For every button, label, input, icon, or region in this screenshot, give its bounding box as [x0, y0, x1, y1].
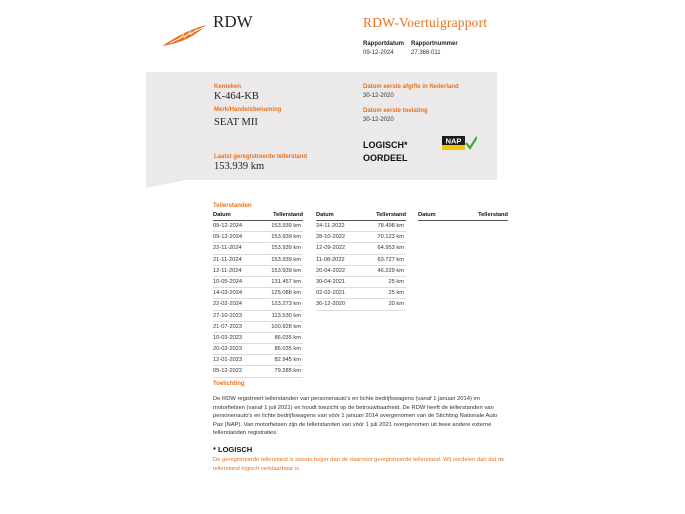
- plate-value: K-464-KB: [214, 91, 259, 102]
- row-date: 20-02-2023: [213, 346, 243, 353]
- tellerstanden-column-3: [418, 212, 508, 221]
- row-date: 09-12-2024: [213, 223, 243, 229]
- tellerstanden-column-2: [316, 212, 406, 311]
- row-date: 30-12-2020: [316, 301, 346, 308]
- rdw-logo: [160, 22, 210, 48]
- table-row: [213, 255, 303, 266]
- row-mileage: 86.035 km: [274, 334, 301, 341]
- column-header: [418, 212, 508, 221]
- verdict: [363, 139, 408, 165]
- row-mileage: 78.498 km: [377, 223, 404, 229]
- date-header: Datum: [213, 212, 231, 218]
- mileage-label: Laatst geregistreerde tellerstand: [214, 154, 308, 160]
- row-date: 22-02-2024: [213, 301, 243, 308]
- rdw-feather-logo-icon: [160, 22, 210, 48]
- row-mileage: 131.457 km: [271, 278, 301, 285]
- row-mileage: 123.273 km: [271, 301, 301, 308]
- value-header: Tellerstand: [273, 212, 303, 218]
- table-row: [213, 221, 303, 232]
- row-date: 14-03-2024: [213, 290, 243, 297]
- table-row: [316, 299, 406, 310]
- row-mileage: 63.727 km: [377, 256, 404, 263]
- table-row: [316, 288, 406, 299]
- nap-logo-icon: [442, 136, 477, 150]
- row-mileage: 79.285 km: [274, 368, 301, 375]
- table-row: [316, 266, 406, 277]
- row-date: 20-04-2022: [316, 267, 346, 274]
- row-date: 21-11-2024: [213, 256, 242, 263]
- tellerstanden-column-1: [213, 212, 303, 378]
- table-row: [316, 243, 406, 254]
- row-mileage: 20 km: [388, 301, 404, 308]
- first-admission-nl-value: 30-12-2020: [363, 93, 394, 99]
- row-date: 05-12-2022: [213, 368, 243, 375]
- first-admission-nl-label: Datum eerste afgifte in Nederland: [363, 84, 459, 90]
- row-mileage: 64.953 km: [377, 245, 404, 252]
- first-admission-label: Datum eerste toelating: [363, 108, 428, 114]
- verdict-line-2: OORDEEL: [363, 153, 408, 163]
- first-admission-value: 30-12-2020: [363, 117, 394, 123]
- report-date: 09-12-2024: [363, 50, 394, 56]
- row-date: 27-10-2023: [213, 312, 243, 319]
- row-mileage: 125.088 km: [271, 290, 301, 297]
- panel-notch: [146, 180, 186, 188]
- value-header: Tellerstand: [376, 212, 406, 218]
- table-row: [213, 277, 303, 288]
- row-date: 02-02-2021: [316, 290, 346, 297]
- table-row: [213, 311, 303, 322]
- brand-name: RDW: [213, 12, 253, 31]
- table-row: [213, 232, 303, 243]
- toelichting-text: De RDW registreert tellerstanden van personenauto's en lichte bedrijfswagens (vanaf 1 januari 2014) en motorfietsen (vanaf 1 juli 2021) en houdt toezicht op de betrouwbaarheid. De RDW heeft de tellerstanden van personenauto's en lichte bedrijfswagens van vóór 1 januari 2014 overgenomen van de Stichting Nationale Auto Pas (NAP). Van motorfietsen zijn de tellerstanden van vóór 1 juli 2021 overgenomen uit twee andere externe tellerstanden registraties.: [213, 396, 498, 437]
- table-row: [213, 366, 303, 377]
- table-row: [316, 232, 406, 243]
- nap-badge-text: NAP: [445, 136, 462, 146]
- logisch-title: * LOGISCH: [213, 445, 253, 454]
- row-mileage: 153.939 km: [271, 256, 301, 263]
- row-mileage: 100.928 km: [271, 323, 301, 330]
- column-header: [213, 212, 303, 221]
- row-mileage: 153.939 km: [271, 234, 301, 241]
- row-date: 12-11-2024: [213, 267, 242, 274]
- table-row: [213, 355, 303, 366]
- row-mileage: 46.229 km: [377, 267, 404, 274]
- table-row: [213, 288, 303, 299]
- row-date: 21-07-2023: [213, 323, 243, 330]
- logisch-text: De geregistreerde tellerstand is steeds hoger dan de daarvoor geregistreerde tellerstand. Wij oordelen dan dat de tellerstand logisch verklaarbaar is.: [213, 457, 505, 472]
- nap-badge: [442, 136, 477, 150]
- row-date: 09-12-2024: [213, 234, 243, 241]
- value-header: Tellerstand: [478, 212, 508, 218]
- date-header: Datum: [418, 212, 436, 218]
- tellerstanden-title: Tellerstanden: [213, 203, 252, 209]
- row-date: 12-01-2023: [213, 357, 243, 364]
- verdict-line-1: LOGISCH*: [363, 140, 408, 150]
- table-row: [213, 344, 303, 355]
- toelichting-title: Toelichting: [213, 381, 245, 387]
- row-date: 10-03-2023: [213, 334, 243, 341]
- table-row: [213, 299, 303, 310]
- row-mileage: 70.123 km: [377, 234, 404, 241]
- row-date: 10-05-2024: [213, 278, 243, 285]
- table-row: [316, 221, 406, 232]
- row-date: 30-04-2021: [316, 278, 346, 285]
- table-row: [213, 243, 303, 254]
- row-mileage: 153.939 km: [271, 245, 301, 252]
- table-row: [213, 322, 303, 333]
- row-mileage: 82.945 km: [274, 357, 301, 364]
- row-mileage: 113.530 km: [271, 312, 301, 319]
- report-number: 27.366.011: [411, 50, 441, 56]
- row-mileage: 153.939 km: [271, 267, 301, 274]
- plate-label: Kenteken: [214, 84, 242, 90]
- report-title: RDW-Voertuigrapport: [363, 15, 488, 30]
- row-date: 12-09-2022: [316, 245, 346, 252]
- row-mileage: 25 km: [388, 278, 404, 285]
- table-row: [316, 277, 406, 288]
- report-number-label: Rapportnummer: [411, 41, 458, 47]
- table-row: [213, 266, 303, 277]
- row-mileage: 153.939 km: [271, 223, 301, 229]
- row-mileage: 86.035 km: [274, 346, 301, 353]
- row-date: 11-08-2022: [316, 256, 345, 263]
- report-date-label: Rapportdatum: [363, 41, 404, 47]
- brand-label: Merk/Handelsbenaming: [214, 107, 282, 113]
- mileage-value: 153.939 km: [214, 161, 265, 172]
- date-header: Datum: [316, 212, 334, 218]
- row-date: 22-11-2024: [213, 245, 242, 252]
- table-row: [213, 333, 303, 344]
- table-row: [316, 255, 406, 266]
- brand-value: SEAT MII: [214, 117, 258, 128]
- column-header: [316, 212, 406, 221]
- row-mileage: 25 km: [388, 290, 404, 297]
- row-date: 28-10-2022: [316, 234, 346, 241]
- row-date: 24-11-2022: [316, 223, 345, 229]
